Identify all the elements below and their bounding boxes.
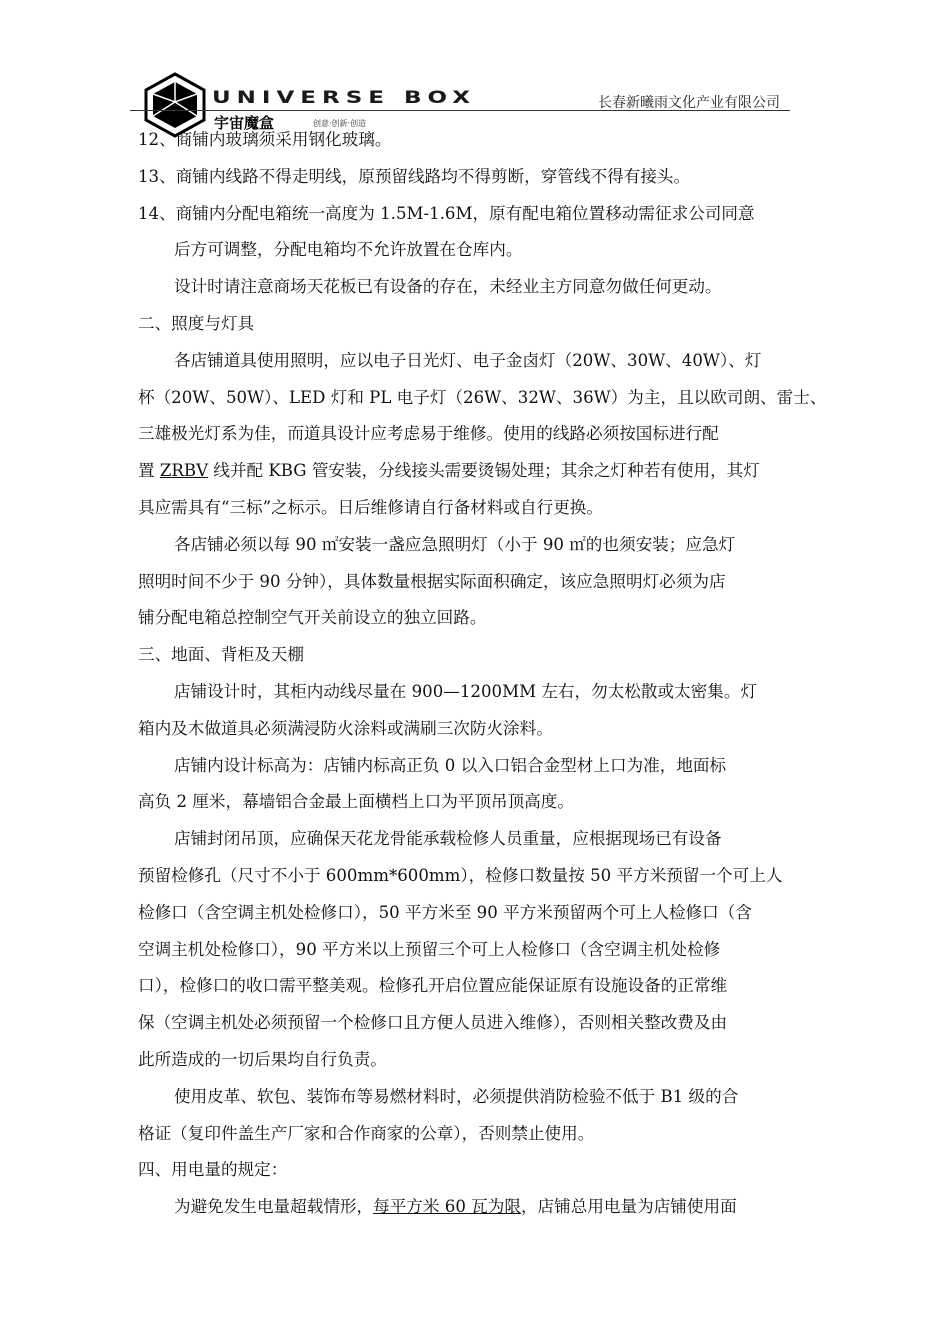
- paragraph-line: 格证（复印件盖生产厂家和合作商家的公章），否则禁止使用。: [138, 1123, 595, 1143]
- paragraph-line: 照明时间不少于 90 分钟），具体数量根据实际面积确定，该应急照明灯必须为店: [138, 571, 726, 591]
- logo-wordmark: UNIVERSE BOX: [212, 88, 476, 108]
- header-divider: [130, 110, 790, 111]
- paragraph-line: 各店铺道具使用照明，应以电子日光灯、电子金卤灯（20W、30W、40W）、灯: [174, 350, 762, 370]
- paragraph-line: 预留检修孔（尺寸不小于 600mm*600mm），检修口数量按 50 平方米预留一个可上人: [138, 865, 783, 885]
- paragraph-line: 具应需具有“三标”之标示。日后维修请自行备材料或自行更换。: [138, 497, 603, 517]
- paragraph-line: 店铺内设计标高为：店铺内标高正负 0 以入口铝合金型材上口为准，地面标: [174, 755, 727, 775]
- underlined-term: 每平方米 60 瓦为限: [373, 1197, 521, 1217]
- paragraph-line: 店铺封闭吊顶，应确保天花龙骨能承载检修人员重量，应根据现场已有设备: [174, 829, 722, 849]
- paragraph-line: 高负 2 厘米，幕墙铝合金最上面横档上口为平顶吊顶高度。: [138, 792, 574, 812]
- logo-slogan: 创意·创新·创造: [313, 119, 367, 128]
- list-item-13: 13、商铺内线路不得走明线，原预留线路均不得剪断，穿管线不得有接头。: [138, 166, 691, 186]
- design-note: 设计时请注意商场天花板已有设备的存在，未经业主方同意勿做任何更动。: [174, 277, 722, 297]
- paragraph-line: 杯（20W、50W）、LED 灯和 PL 电子灯（26W、32W、36W）为主，且以欧司朗、雷士、: [138, 387, 827, 407]
- document-body: [138, 122, 827, 1226]
- paragraph-line: 箱内及木做道具必须满浸防火涂料或满刷三次防火涂料。: [138, 718, 553, 738]
- underlined-term: ZRBV: [159, 461, 209, 481]
- list-item-12: 12、商铺内玻璃须采用钢化玻璃。: [138, 130, 392, 149]
- paragraph-line: [138, 453, 818, 490]
- paragraph-line: [138, 1189, 818, 1226]
- paragraph-line: 空调主机处检修口），90 平方米以上预留三个可上人检修口（含空调主机处检修: [138, 939, 721, 959]
- paragraph-line: 各店铺必须以每 90 ㎡安装一盏应急照明灯（小于 90 ㎡的也须安装；应急灯: [174, 534, 736, 554]
- company-name: 长春新曦雨文化产业有限公司: [598, 95, 780, 111]
- paragraph-line: 铺分配电箱总控制空气开关前设立的独立回路。: [138, 608, 487, 628]
- paragraph-line: 口），检修口的收口需平整美观。检修孔开启位置应能保证原有设施设备的正常维: [138, 976, 728, 996]
- list-item-14-continued: 后方可调整，分配电箱均不允许放置在仓库内。: [174, 240, 523, 260]
- paragraph-line: 保（空调主机处必须预留一个检修口且方便人员进入维修），否则相关整改费及由: [138, 1013, 728, 1033]
- paragraph-line: 三雄极光灯系为佳，而道具设计应考虑易于维修。使用的线路必须按国标进行配: [138, 424, 719, 444]
- section-heading-lighting: 二、照度与灯具: [138, 313, 255, 333]
- text-segment: 线并配 KBG 管安装，分线接头需要烫锡处理；其余之灯种若有使用，其灯: [208, 461, 760, 481]
- text-segment: ，店铺总用电量为店铺使用面: [520, 1197, 737, 1217]
- paragraph-line: 店铺设计时，其柜内动线尽量在 900—1200MM 左右，勿太松散或太密集。灯: [174, 681, 758, 701]
- section-heading-floor: 三、地面、背柜及天棚: [138, 645, 304, 665]
- list-item-14: 14、商铺内分配电箱统一高度为 1.5M-1.6M，原有配电箱位置移动需征求公司同意: [138, 203, 755, 223]
- paragraph-line: 使用皮革、软包、装饰布等易燃材料时，必须提供消防检验不低于 B1 级的合: [174, 1086, 739, 1106]
- paragraph-line: 检修口（含空调主机处检修口），50 平方米至 90 平方米预留两个可上人检修口（含: [138, 902, 752, 922]
- text-segment: 为避免发生电量超载情形，: [174, 1197, 374, 1217]
- logo-chinese-name: 宇宙魔盒: [214, 114, 275, 132]
- text-segment: 置: [138, 461, 160, 481]
- section-heading-power: 四、用电量的规定：: [138, 1160, 288, 1180]
- paragraph-line: 此所造成的一切后果均自行负责。: [138, 1049, 387, 1069]
